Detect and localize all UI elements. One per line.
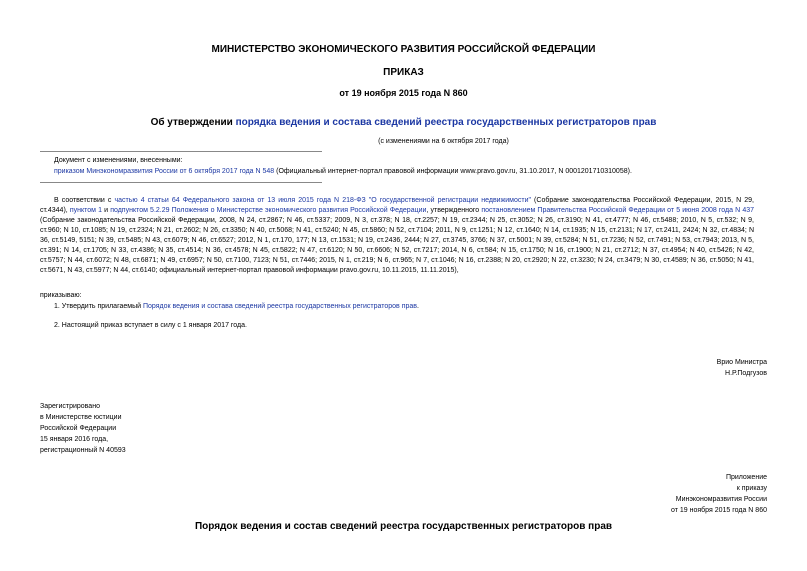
divider-top [40, 151, 322, 152]
preamble-part-3: и [102, 207, 111, 214]
preamble-text [40, 196, 754, 276]
registration-line-3: Российской Федерации [40, 425, 117, 432]
resolution-437-link[interactable]: постановлением Правительства Российской Федерации от 5 июня 2008 года N 437 [481, 207, 755, 214]
divider-bottom [40, 182, 322, 183]
registration-line-2: в Министерстве юстиции [40, 414, 122, 421]
item-1-end: . [417, 303, 419, 310]
order-word: приказываю: [40, 292, 82, 299]
note-line-1: Документ с изменениями, внесенными: [54, 157, 183, 164]
note-source: (Официальный интернет-портал правовой информации www.pravo.gov.ru, 31.10.2017, N 0001201710310058). [274, 168, 632, 175]
appendix-line-3: Минэкономразвития России [675, 496, 767, 503]
item-1-link[interactable]: Порядок ведения и состава сведений реестра государственных регистраторов прав [142, 303, 417, 310]
subclause-link[interactable]: подпунктом 5.2.29 Положения о Министерстве экономического развития Российской Федерации [110, 207, 427, 214]
signature-position: Врио Министра [716, 359, 767, 366]
document-title [0, 117, 807, 128]
preamble-paragraph [40, 196, 754, 276]
preamble-part-5: (Собрание законодательства Российской Федерации, 2008, N 24, ст.2867; N 46, ст.5337; 2009, N 3, ст.378; N 18, ст.2257; N 19, ст.2344; N 25, ст.3052; N 26, ст.3190; N 41, ст.4777; N 46, ст.5488; 2010, N 5, ст.532; N 9, ст.960; N 10, ст.1085; N 19, ст.2324; N 21, ст.2602; N 26, ст.3350; N 40, ст.5068; N 41, ст.5240; N 45, ст.5860; N 52, ст.7104; 2011, N 9, ст.1251; N 12, ст.1640; N 14, ст.1935; N 15, ст.2131; N 17, ст.2411, 2424; N 32, ст.4834; N 36, ст.5149, 5151; N 39, ст.5485; N 43, ст.6079; N 46, ст.6527; 2012, N 1, ст.170, 177; N 13, ст.1531; N 19, ст.2436, 2444; N 27, ст.3745, 3766; N 37, ст.5001; N 39, ст.5284; N 51, ст.7236; N 52, ст.7491; N 53, ст.7943; 2013, N 5, ст.391; N 14, ст.1705; N 33, ст.4386; N 35, ст.4514; N 36, ст.4578; N 45, ст.5822; N 47, ст.6120; N 50, ст.6606; N 52, ст.7217; 2014, N 6, ст.584; N 15, ст.1750; N 16, ст.1900; N 21, ст.2712; N 37, ст.4954; N 40, ст.5426; N 42, ст.5757; N 44, ст.6072; N 48, ст.6871; N 49, ст.6957; N 50, ст.7100, 7123; N 51, ст.7446; 2015, N 1, ст.219; N 6, ст.965; N 7, ст.1046; N 16, ст.2388; N 20, ст.2920; N 22, ст.3230; N 24, ст.3479; N 30, ст.4589; N 36, ст.5050; N 41, ст.5671, N 43, ст.5977; N 44, ст.6140; официальный интернет-портал правовой информации pravo.gov.ru, 10.11.2015, 11.11.2015), [40, 217, 754, 274]
ministry-heading: МИНИСТЕРСТВО ЭКОНОМИЧЕСКОГО РАЗВИТИЯ РОССИЙСКОЙ ФЕДЕРАЦИИ [211, 44, 596, 55]
note-amendment-link[interactable]: приказом Минэкономразвития России от 6 октября 2017 года N 548 [54, 168, 275, 175]
item-1-text: 1. Утвердить прилагаемый [54, 303, 143, 310]
item-2: 2. Настоящий приказ вступает в силу с 1 января 2017 года. [54, 322, 247, 329]
preamble-part-4: , утвержденного [426, 207, 482, 214]
appendix-line-4: от 19 ноября 2015 года N 860 [671, 507, 767, 514]
registration-line-5: регистрационный N 40593 [40, 447, 126, 454]
item-1 [54, 302, 419, 312]
appendix-line-2: к приказу [736, 485, 767, 492]
appendix-line-1: Приложение [725, 474, 767, 481]
appendix-block [671, 472, 767, 516]
registration-line-1: Зарегистрировано [40, 403, 100, 410]
doc-type-heading: ПРИКАЗ [383, 67, 424, 78]
registration-block [40, 401, 126, 456]
preamble-part-1: В соответствии с [54, 197, 115, 204]
date-number: от 19 ноября 2015 года N 860 [339, 88, 468, 98]
registration-line-4: 15 января 2016 года, [40, 436, 109, 443]
note-line-2 [54, 166, 632, 177]
clause-1-link[interactable]: пунктом 1 [69, 207, 103, 214]
law-218-link[interactable]: частью 4 статьи 64 Федерального закона от 13 июля 2015 года N 218-ФЗ "О государственной регистрации недвижимости" [114, 197, 531, 204]
signature-name: Н.Р.Подгузов [725, 370, 767, 377]
title-link[interactable]: порядка ведения и состава сведений реестра государственных регистраторов прав [235, 117, 657, 128]
preamble-part-2: (Собрание законодательства Российской Федерации, 2015, N 29, ст.4344), [40, 197, 754, 214]
amendments-note: (с изменениями на 6 октября 2017 года) [378, 138, 509, 145]
signature-block [717, 357, 767, 379]
appendix-title: Порядок ведения и состав сведений реестра государственных регистраторов прав [194, 521, 613, 532]
title-prefix: Об утверждении [150, 117, 236, 128]
